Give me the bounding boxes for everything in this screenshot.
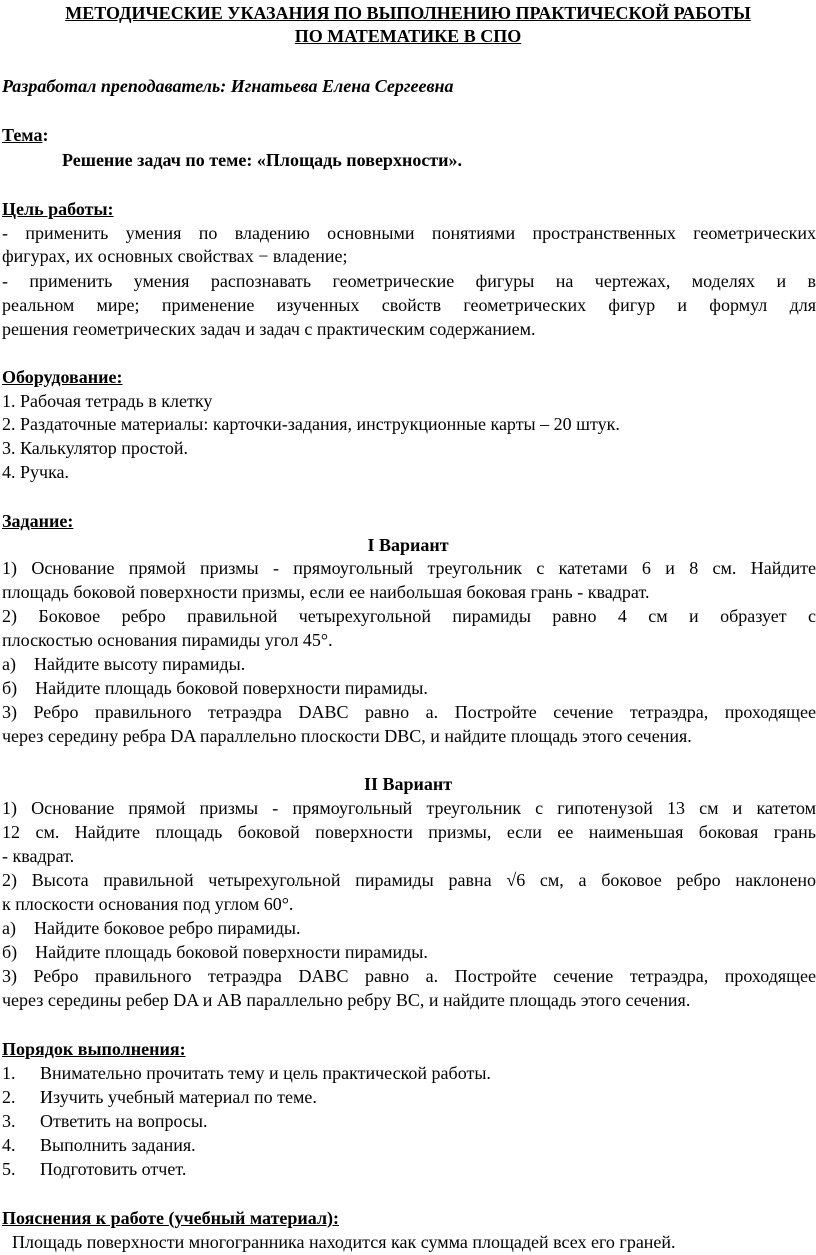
procedure-item-text: Внимательно прочитать тему и цель практической работы. xyxy=(40,1063,491,1083)
equipment-item-1: 1. Рабочая тетрадь в клетку xyxy=(2,391,213,411)
variant-1-line-6: б) Найдите площадь боковой поверхности пирамиды. xyxy=(2,678,428,698)
variant-2-line-7: б) Найдите площадь боковой поверхности пирамиды. xyxy=(2,942,428,962)
variant-2-title: II Вариант xyxy=(363,774,453,794)
author-line: Разработал преподаватель: Игнатьева Елена Сергеевна xyxy=(2,76,454,96)
variant-2-line-1: 1) Основание прямой призмы - прямоугольный треугольник с гипотенузой 13 см и катетом xyxy=(2,798,816,818)
doc-title-line-2: ПО МАТЕМАТИКЕ В СПО xyxy=(294,26,522,46)
goal-heading: Цель работы: xyxy=(2,199,114,219)
variant-2-line-5: к плоскости основания под углом 60°. xyxy=(2,894,294,914)
variant-1-line-1: 1) Основание прямой призмы - прямоугольный треугольник с катетами 6 и 8 см. Найдите xyxy=(2,558,816,578)
variant-1-line-2: площадь боковой поверхности призмы, если ее наибольшая боковая грань - квадрат. xyxy=(2,582,650,602)
procedure-item-number: 3. xyxy=(2,1111,16,1131)
explanation-heading: Пояснения к работе (учебный материал): xyxy=(2,1208,340,1228)
variant-2-line-2: 12 см. Найдите площадь боковой поверхности призмы, если ее наименьшая боковая грань xyxy=(2,822,816,842)
procedure-item-number: 5. xyxy=(2,1159,16,1179)
variant-2-line-9: через середины ребер DA и AB параллельно ребру BC, и найдите площадь этого сечения. xyxy=(2,990,691,1010)
variant-2-line-8: 3) Ребро правильного тетраэдра DABC равно a. Постройте сечение тетраэдра, проходящее xyxy=(2,966,816,986)
procedure-item-text: Изучить учебный материал по теме. xyxy=(40,1087,317,1107)
procedure-item-5 xyxy=(0,1158,816,1180)
procedure-item-4 xyxy=(0,1134,816,1156)
variant-2-line-3: - квадрат. xyxy=(2,846,75,866)
topic-heading: Тема xyxy=(2,125,43,145)
procedure-item-text: Подготовить отчет. xyxy=(40,1159,187,1179)
variant-1-title: I Вариант xyxy=(367,535,449,555)
procedure-item-number: 1. xyxy=(2,1063,16,1083)
procedure-item-text: Выполнить задания. xyxy=(40,1135,196,1155)
procedure-item-3 xyxy=(0,1110,816,1132)
topic-heading-row xyxy=(0,124,816,146)
goal-line-5: решения геометрических задач и задач с практическим содержанием. xyxy=(2,319,536,339)
equipment-item-2: 2. Раздаточные материалы: карточки-задания, инструкционные карты – 20 штук. xyxy=(2,414,620,434)
procedure-item-text: Ответить на вопросы. xyxy=(40,1111,208,1131)
variant-1-line-7: 3) Ребро правильного тетраэдра DABC равно a. Постройте сечение тетраэдра, проходящее xyxy=(2,702,816,722)
equipment-heading: Оборудование: xyxy=(2,367,123,387)
equipment-item-4: 4. Ручка. xyxy=(2,462,70,482)
variant-1-line-8: через середину ребра DA параллельно плоскости DBC, и найдите площадь этого сечения. xyxy=(2,726,692,746)
goal-line-2: фигурах, их основных свойствах − владение; xyxy=(2,246,348,266)
goal-line-4: реальном мире; применение изученных свойств геометрических фигур и формул для xyxy=(2,295,816,315)
goal-line-3: - применить умения распознавать геометрические фигуры на чертежах, моделях и в xyxy=(2,271,816,291)
doc-title-line-1: МЕТОДИЧЕСКИЕ УКАЗАНИЯ ПО ВЫПОЛНЕНИЮ ПРАКТИЧЕСКОЙ РАБОТЫ xyxy=(65,3,751,23)
variant-2-line-6: а) Найдите боковое ребро пирамиды. xyxy=(2,918,301,938)
variant-1-line-5: а) Найдите высоту пирамиды. xyxy=(2,654,246,674)
procedure-item-number: 2. xyxy=(2,1087,16,1107)
topic-heading-colon: : xyxy=(42,125,49,145)
procedure-item-2 xyxy=(0,1086,816,1108)
variant-1-line-3: 2) Боковое ребро правильной четырехугольной пирамиды равно 4 см и образует с xyxy=(2,606,816,626)
procedure-item-number: 4. xyxy=(2,1135,16,1155)
explanation-text: Площадь поверхности многогранника находится как сумма площадей всех его граней. xyxy=(12,1232,676,1252)
procedure-heading: Порядок выполнения: xyxy=(2,1039,186,1059)
procedure-item-1 xyxy=(0,1062,816,1084)
variant-2-line-4: 2) Высота правильной четырехугольной пирамиды равна √6 см, а боковое ребро наклонено xyxy=(2,870,816,890)
variant-1-line-4: плоскостью основания пирамиды угол 45°. xyxy=(2,630,333,650)
topic-text: Решение задач по теме: «Площадь поверхности». xyxy=(62,150,463,170)
goal-line-1: - применить умения по владению основными понятиями пространственных геометрических xyxy=(2,223,816,243)
task-heading: Задание: xyxy=(2,511,74,531)
equipment-item-3: 3. Калькулятор простой. xyxy=(2,438,189,458)
